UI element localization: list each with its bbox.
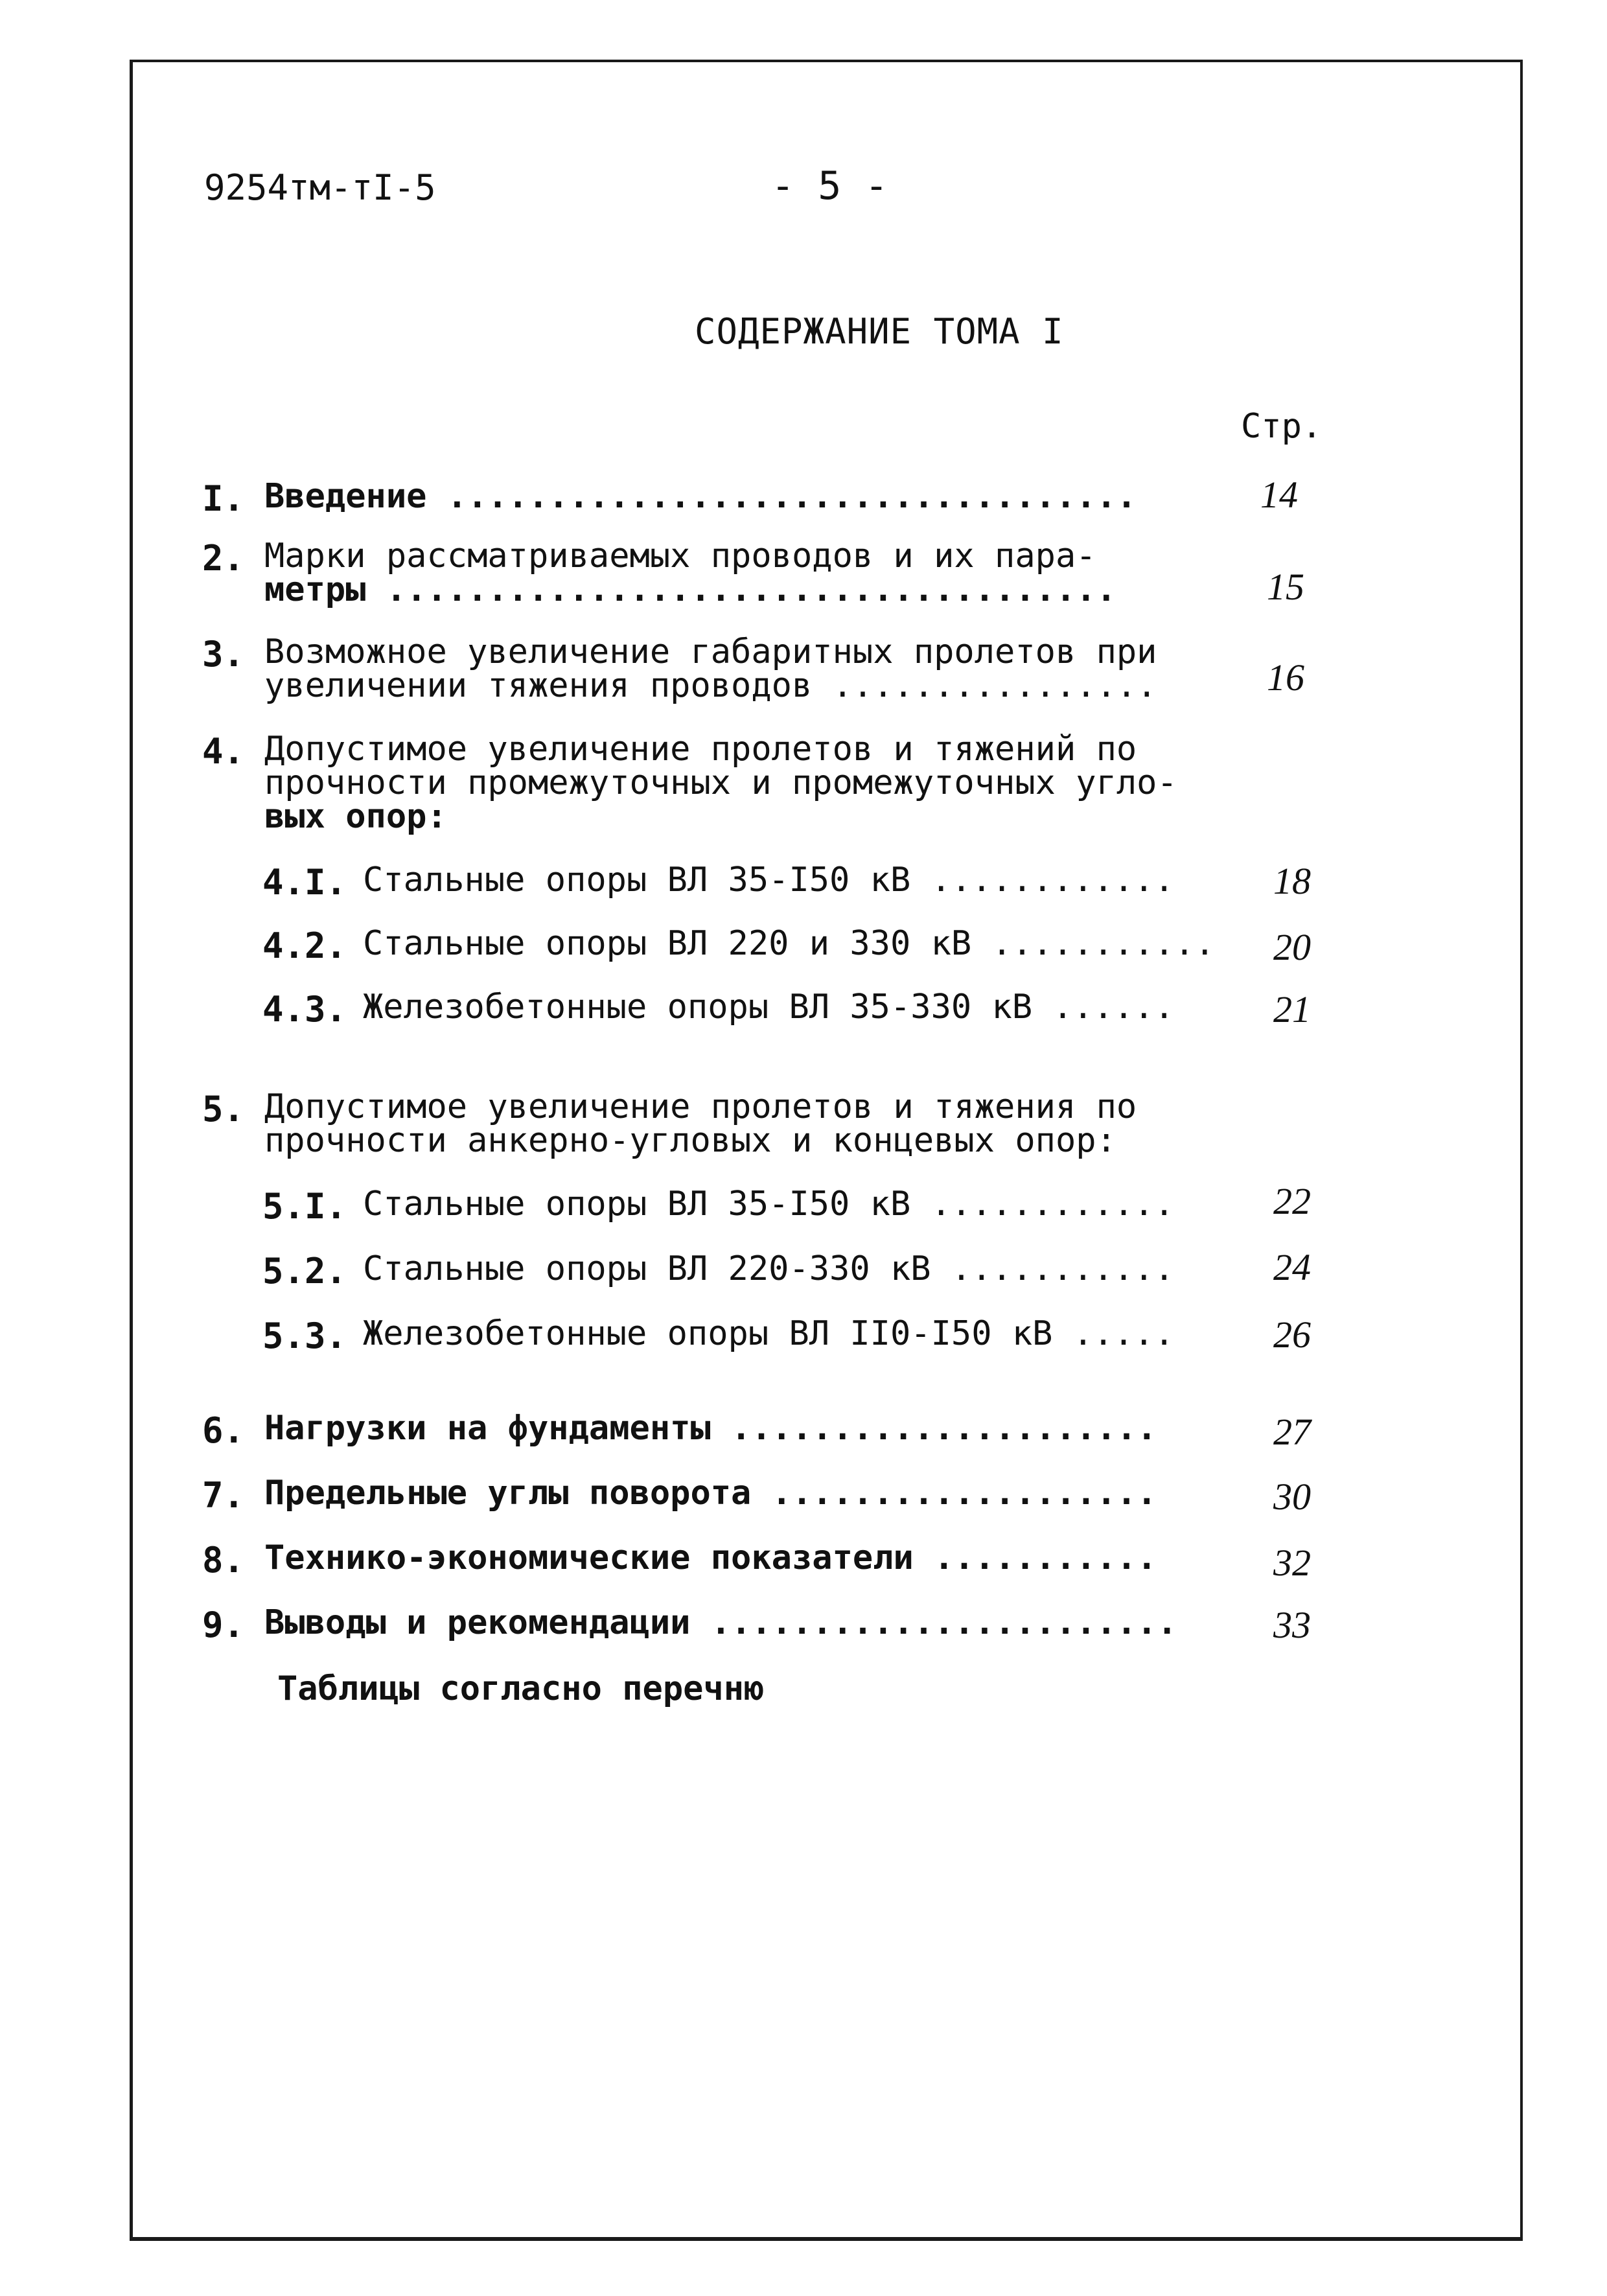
toc-entry-4-1-number: 4.I.: [262, 862, 347, 903]
toc-entry-1-page: 14: [1260, 474, 1298, 516]
toc-entry-2-line-2: метры ....................................: [264, 570, 1116, 609]
toc-entry-2-page: 15: [1267, 566, 1304, 608]
page-number: - 5 -: [771, 163, 888, 209]
toc-entry-7-line-1: Предельные углы поворота ...................: [264, 1474, 1157, 1513]
toc-entry-4-number: 4.: [202, 731, 245, 772]
toc-entry-5-3-number: 5.3.: [262, 1316, 347, 1356]
toc-entry-6-line-1: Нагрузки на фундаменты .....................: [264, 1409, 1157, 1448]
toc-entry-9-number: 9.: [202, 1605, 245, 1645]
toc-entry-4-3-number: 4.3.: [262, 989, 347, 1030]
toc-entry-4-1-page: 18: [1273, 860, 1311, 902]
toc-entry-5-line-2: прочности анкерно-угловых и концевых опор:: [264, 1121, 1116, 1160]
page-column-label: Стр.: [1241, 407, 1323, 446]
toc-entry-6-page: 27: [1273, 1411, 1311, 1453]
toc-entry-2-number: 2.: [202, 538, 245, 579]
toc-entry-5-1-number: 5.I.: [262, 1186, 347, 1227]
toc-entry-3-line-2: увеличении тяжения проводов ................: [264, 666, 1157, 705]
toc-entry-4-2-number: 4.2.: [262, 925, 347, 966]
toc-entry-5-2-number: 5.2.: [262, 1251, 347, 1292]
toc-entry-9-line-1: Выводы и рекомендации .......................: [264, 1603, 1177, 1642]
toc-entry-5-1-page: 22: [1273, 1180, 1311, 1222]
document-code: 9254тм-тI-5: [204, 167, 436, 208]
toc-entry-6-number: 6.: [202, 1410, 245, 1451]
toc-entry-4-2-page: 20: [1273, 926, 1311, 968]
toc-entry-5-number: 5.: [202, 1089, 245, 1130]
page-title: СОДЕРЖАНИЕ ТОМА I: [695, 311, 1064, 352]
toc-entry-5-2-page: 24: [1273, 1246, 1311, 1288]
toc-entry-8-number: 8.: [202, 1540, 245, 1581]
toc-entry-1-line-1: Введение ..................................: [264, 477, 1137, 516]
toc-entry-4-line-2: прочности промежуточных и промежуточных угло-: [264, 763, 1177, 802]
toc-entry-5-2-line-1: Стальные опоры ВЛ 220-330 кВ ...........: [363, 1249, 1175, 1288]
toc-entry-3-line-1: Возможное увеличение габаритных пролетов при: [264, 632, 1157, 671]
toc-entry-8-page: 32: [1273, 1542, 1311, 1584]
toc-entry-3-number: 3.: [202, 634, 245, 675]
toc-entry-1-number: I.: [202, 478, 245, 519]
toc-entry-4-line-1: Допустимое увеличение пролетов и тяжений по: [264, 730, 1137, 769]
toc-entry-4-3-page: 21: [1273, 988, 1311, 1030]
toc-entry-2-line-1: Марки рассматриваемых проводов и их пара-: [264, 537, 1096, 575]
tables-note: Таблицы согласно перечню: [277, 1669, 765, 1708]
toc-entry-9-page: 33: [1273, 1604, 1311, 1646]
toc-entry-5-3-line-1: Железобетонные опоры ВЛ II0-I50 кВ .....: [363, 1314, 1175, 1353]
toc-entry-4-line-3: вых опор:: [264, 797, 447, 836]
toc-entry-7-number: 7.: [202, 1475, 245, 1516]
toc-entry-3-page: 16: [1267, 656, 1304, 699]
toc-entry-4-2-line-1: Стальные опоры ВЛ 220 и 330 кВ ...........: [363, 924, 1215, 963]
toc-entry-5-3-page: 26: [1273, 1314, 1311, 1356]
toc-entry-5-1-line-1: Стальные опоры ВЛ 35-I50 кВ ............: [363, 1185, 1175, 1223]
toc-entry-4-3-line-1: Железобетонные опоры ВЛ 35-330 кВ ......: [363, 988, 1175, 1026]
toc-entry-4-1-line-1: Стальные опоры ВЛ 35-I50 кВ ............: [363, 861, 1175, 899]
toc-entry-8-line-1: Технико-экономические показатели ...........: [264, 1538, 1157, 1577]
toc-entry-7-page: 30: [1273, 1476, 1311, 1518]
toc-entry-5-line-1: Допустимое увеличение пролетов и тяжения по: [264, 1087, 1137, 1126]
